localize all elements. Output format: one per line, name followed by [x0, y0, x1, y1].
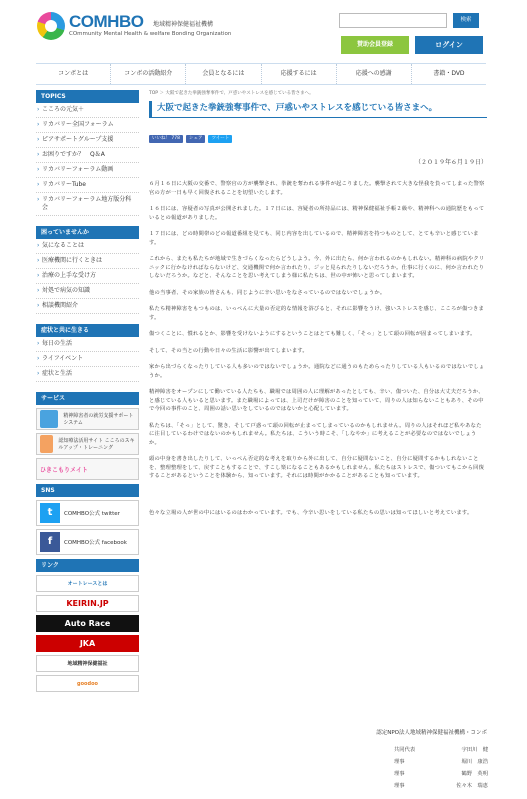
twitter-icon: t	[40, 503, 60, 523]
like-button[interactable]: いいね！ 778	[149, 135, 183, 143]
sidebar-item-kokoro[interactable]: › こころの元気＋	[36, 103, 139, 118]
trouble-heading: 困っていませんか	[36, 226, 139, 239]
paragraph: 色々な立場の人が世の中にはいるのはわかっています。でも、今辛い思いをしている私たちの思いは知ってほしいと考えています。	[149, 509, 473, 516]
sidebar-item-consultation[interactable]: › 相談機関紹介	[36, 299, 139, 314]
link-autorace[interactable]: Auto Race	[36, 615, 139, 632]
live-heading: 症状と共に生きる	[36, 324, 139, 337]
sidebar-item-recovery-forum[interactable]: › リカバリー全国フォーラム	[36, 118, 139, 133]
paragraph: ６月１６日に大阪の交番で、警察官の方が襲撃され、拳銃を奪われる事件が起こりました。襲撃されて大きな怪我を負ってしまった警察官の方が一日も早く回復されることを切望いたします。	[149, 181, 485, 196]
cbt-icon	[40, 435, 53, 453]
sidebar-item-concerns[interactable]: › 気になることは	[36, 239, 139, 254]
signer-row	[394, 744, 488, 756]
share-button[interactable]: シェア	[186, 135, 205, 143]
sidebar-item-knowledge[interactable]: › 対処で病気の知識	[36, 284, 139, 299]
signer-list	[394, 744, 488, 792]
link-heading: リンク	[36, 559, 139, 572]
service-label: ひきこもりメイト	[40, 466, 88, 474]
signer-name: 鶴野 英明	[461, 771, 488, 777]
topics-block	[36, 90, 139, 216]
link-goodoo[interactable]: goodoo	[36, 675, 139, 692]
sidebar-item-qa[interactable]: › お困りですか？ Q＆A	[36, 148, 139, 163]
logo-subtitle: COmmunity Mental Health & welfare Bonding Organization	[69, 31, 232, 37]
paragraph: これから、またも私たちが地域で生きづらくなったらどうしよう。今、外に出たら、何か言われるのかもしれない。精神科の病院やクリニックに行かなければならないけど、交通機関で何か言われたり、ジッと見られたりしないだろうか。仕事に行くのに、何か言われたりしないだろうか。などと、そんなことを思い考えてしまう様に私たちは、世の中が怖いと思ってしまいます。	[149, 256, 485, 279]
signer-name: 佐々木 瑞恵	[456, 783, 488, 789]
sidebar-item-forum-video[interactable]: › リカバリーフォーラム動画	[36, 163, 139, 178]
trouble-block	[36, 226, 139, 314]
signer-role: 理事	[394, 783, 405, 789]
paragraph: 私たち精神障害をもつものは、いっぺんに大量の否定的な情報を浴びると、それに影響をうけ、強いストレスを感じ、こころが傷つきます。	[149, 306, 484, 321]
search-button[interactable]: 検索	[453, 13, 479, 28]
signer-row	[394, 756, 488, 768]
global-nav	[36, 63, 486, 85]
member-register-button[interactable]: 賛助会員登録	[341, 36, 409, 54]
sidebar-item-life-event[interactable]: › ライフイベント	[36, 352, 139, 367]
service-banner-cbt[interactable]	[36, 433, 139, 455]
service-heading: サービス	[36, 392, 139, 405]
facebook-icon: f	[40, 532, 60, 552]
signer-role: 理事	[394, 759, 405, 765]
sidebar-item-daily[interactable]: › 毎日の生活	[36, 337, 139, 352]
paragraph: １７日には、どの時間帯のどの報道番組を見ても、同じ内容を出しているので、精神障害を持つものとして、とても辛いと感じています。	[149, 231, 479, 246]
service-block	[36, 392, 139, 480]
site-header	[0, 0, 527, 54]
service-label: 認知療法活用サイト こころのスキルアップ・トレーニング	[58, 438, 135, 451]
paragraph: 頭の中身を書き出したりして、いっぺん否定的な考えを取りから外に出して、自分に疑問ないこと、自分に疑問するかもしれないことを、整理整理をして、戻すこともすることで、すこし楽になることもあるかもしれません。私たちはストレスで、傷ついてもこから回復することがあるということを体験から、知っています。それには時間がかかることがあることも知っています。	[149, 456, 485, 479]
paragraph: １６日には、容疑者の写真が公開されました。１７日には、容疑者の所持品には、精神保健福祉手帳２級や、精神科への通院歴をもっているとの報道がありました。	[149, 206, 485, 221]
signer-row	[394, 780, 488, 792]
sidebar	[36, 90, 139, 702]
link-jka[interactable]: JKA	[36, 635, 139, 652]
share-row	[149, 135, 487, 143]
facebook-link[interactable]	[36, 529, 139, 555]
nav-item-books[interactable]: 書籍・DVD	[433, 70, 465, 77]
nav-item-thanks[interactable]: 応援への感謝	[337, 64, 412, 84]
signer-role: 理事	[394, 771, 405, 777]
paragraph: そして、その当との行動や日々の生活に影響が出てしまいます。	[149, 347, 308, 354]
sidebar-item-treatment[interactable]: › 治療の上手な受け方	[36, 269, 139, 284]
organization-signature: 認定NPO法人地域精神保健福祉機構・コンボ	[376, 730, 487, 736]
twitter-link[interactable]	[36, 500, 139, 526]
article-body	[149, 180, 487, 525]
nav-item-membership[interactable]: 会員となるには	[186, 64, 261, 84]
sns-label: COMHBO公式 twitter	[64, 511, 120, 517]
service-label: 精神障害者の就労支援サポートシステム	[63, 413, 134, 426]
tweet-button[interactable]: ツイート	[208, 135, 232, 143]
signer-name: 宇田川 健	[461, 747, 488, 753]
sidebar-item-regional-forum[interactable]: › リカバリーフォーラム地方版分科会	[36, 193, 139, 216]
sidebar-item-recovery-tube[interactable]: › リカバリーTube	[36, 178, 139, 193]
service-banner-employment[interactable]	[36, 408, 139, 430]
article-date: （２０１９年６月１９日）	[414, 159, 487, 166]
page-title: 大阪で起きた拳銃強奪事件で、戸惑いやストレスを感じている皆さまへ。	[149, 101, 487, 118]
sns-block	[36, 484, 139, 555]
live-block	[36, 324, 139, 382]
signer-name: 堀川 康浩	[461, 759, 488, 765]
sns-heading: SNS	[36, 484, 139, 497]
link-keirin[interactable]: KEIRIN.JP	[36, 595, 139, 612]
paragraph: 家から出づらくなったりしている人も多いのではないでしょうか。通院などに通うのもためらったりしている人もいるのではないでしょうか。	[149, 364, 485, 379]
breadcrumb[interactable]: TOP ＞ 大阪で起きた拳銃強奪事件で、戸惑いやストレスを感じている皆さまへ。	[149, 91, 314, 96]
main-content	[149, 90, 488, 789]
sidebar-item-symptoms[interactable]: › 症状と生活	[36, 367, 139, 382]
link-regional[interactable]: 地域精神保健福祉	[36, 655, 139, 672]
sns-label: COMHBO公式 facebook	[64, 540, 127, 546]
signer-role: 共同代表	[394, 747, 416, 753]
topics-heading: TOPICS	[36, 90, 139, 103]
sidebar-item-clinic[interactable]: › 医療機関に行くときは	[36, 254, 139, 269]
paragraph: 私たちは、「そっ」として、驚き、そして戸惑って頭の回転が止まってしまっているのかもしれません。周りの人はそれほど私やあなたに注目しているわけではないのかもしれません。私たちは、こういう時こそ、「しなやか」に考えることが必要なのではないでしょうか。	[149, 422, 482, 446]
nav-item-support[interactable]: 応援するには	[262, 64, 337, 84]
paragraph: 傷つくことに、慣れるとか、影響を受けないようにするということはとても難しく、「そっ」として頭の回転が固まってしまいます。	[149, 331, 476, 337]
logo-jp-name: 地域精神保健福祉機構	[153, 21, 214, 28]
signer-row	[394, 768, 488, 780]
sidebar-item-peer-support[interactable]: › ピアサポートグループ支援	[36, 133, 139, 148]
nav-item-about[interactable]: コンボとは	[36, 64, 111, 84]
logo-name[interactable]: COMHBO	[69, 12, 144, 31]
link-autorace-about[interactable]: オートレースとは	[36, 575, 139, 592]
search-input[interactable]	[339, 13, 447, 28]
paragraph: 他の当事者、その家族の皆さんも、同じように辛い思いをなさっているのではないでしょうか。	[149, 289, 386, 296]
link-block	[36, 559, 139, 692]
logo-icon[interactable]	[37, 12, 65, 40]
service-banner-hikikomori[interactable]	[36, 458, 139, 480]
login-button[interactable]: ログイン	[415, 36, 483, 54]
paragraph: 精神障害をオープンにして働いている人たちも、職場では周囲の人に理解があったとしても、辛い、傷ついた、自分は大丈夫だろうか、と感じている人もいると思います。また職場によっては、上司だけが障害のことを知っていて、周りの人は知らないこともあり、その中で今回の事件のこと、周囲の話い思いをしているのではないかと心配しています。	[149, 389, 484, 412]
nav-item-activities[interactable]: コンボの活動紹介	[111, 64, 186, 84]
employment-icon	[40, 410, 58, 428]
